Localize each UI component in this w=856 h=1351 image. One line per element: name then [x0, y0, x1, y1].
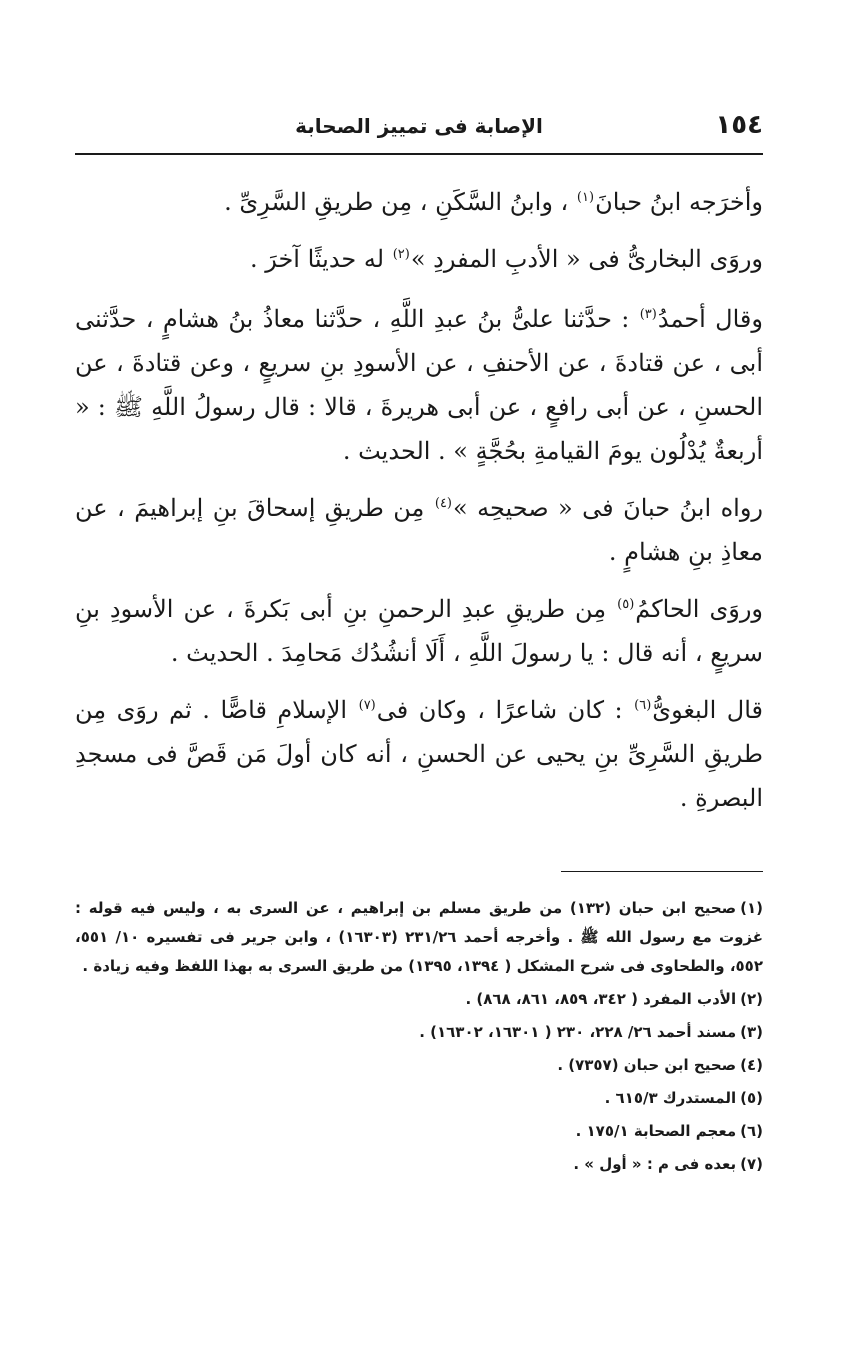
footnote-number: (٤)	[740, 1056, 763, 1074]
running-title: الإصابة فى تمييز الصحابة	[295, 114, 543, 138]
text-segment: وروَى الحاكمُ	[635, 595, 763, 623]
footnote-text: الأدب المفرد ( ٣٤٢، ٨٥٩، ٨٦١، ٨٦٨) .	[465, 990, 737, 1008]
footnote-text: معجم الصحابة ١٧٥/١ .	[575, 1122, 737, 1140]
paragraph	[75, 486, 763, 574]
footnote-marker: (١)	[576, 190, 595, 205]
footnotes	[75, 894, 763, 1183]
footnote	[75, 1150, 763, 1179]
text-segment: رواه ابنُ حبانَ فى « صحيحِه »	[453, 494, 763, 522]
paragraph	[75, 688, 763, 820]
footnote-marker: (٣)	[639, 307, 657, 322]
header-rule	[75, 153, 763, 155]
footnote-number: (١)	[740, 899, 763, 917]
footnote-text: المستدرك ٦١٥/٣ .	[604, 1089, 737, 1107]
paragraph	[75, 180, 763, 224]
footnote-number: (٢)	[740, 990, 763, 1008]
text-segment: وأخرَجه ابنُ حبانَ	[595, 188, 763, 216]
paragraph	[75, 587, 763, 675]
footnote-number: (٣)	[740, 1023, 763, 1041]
footnote-number: (٥)	[740, 1089, 763, 1107]
text-segment: وروَى البخارىُّ فى « الأدبِ المفردِ »	[410, 245, 763, 273]
text-segment: ، وابنُ السَّكَنِ ، مِن طريقِ السَّرِىِّ .	[224, 188, 576, 216]
text-segment: : حدَّثنا علىُّ بنُ عبدِ اللَّهِ ، حدَّثنا معاذُ بنُ هشامٍ ، حدَّثنى أبى ، عن قتادةَ ، عن الأحنفِ ، عن الأسودِ بنِ سريعٍ ، وعن قتادةَ ، عن الحسنِ ، عن أبى رافعٍ ، عن أبى هريرةَ ، قالا : قال رسولُ اللَّهِ ﷺ : « أربعةٌ يُدْلُون يومَ القيامةِ بحُجَّةٍ » . الحديث .	[75, 305, 763, 465]
footnote-text: صحيح ابن حبان (٧٣٥٧) .	[557, 1056, 737, 1074]
footnote-marker: (٤)	[434, 496, 452, 511]
page-number: ١٥٤	[715, 110, 763, 140]
page-header	[75, 108, 763, 148]
paragraph	[75, 237, 763, 281]
footnote-number: (٧)	[740, 1155, 763, 1173]
text-segment: مِن طريقِ عبدِ الرحمنِ بنِ أبى بَكرةَ ، عن الأسودِ بنِ سريعٍ ، أنه قال : يا رسولَ اللَّهِ ، أَلَا أنشُدُك مَحامِدَ . الحديث .	[75, 595, 763, 667]
footnote	[75, 1051, 763, 1080]
footnote	[75, 1117, 763, 1146]
footnote	[75, 894, 763, 981]
main-text	[75, 180, 763, 833]
footnote-text: مسند أحمد ٢٦/ ٢٢٨، ٢٣٠ ( ١٦٣٠١، ١٦٣٠٢) .	[419, 1023, 737, 1041]
footnote-text: بعده فى م : « أول » .	[573, 1155, 737, 1173]
footnote	[75, 985, 763, 1014]
text-segment: الإسلامِ قاصًّا . ثم روَى مِن طريقِ السَّرِىِّ بنِ يحيى عن الحسنِ ، أنه كان أولَ مَن قَصَّ فى مسجدِ البصرةِ .	[75, 696, 763, 812]
text-segment: له حديثًا آخرَ .	[249, 245, 392, 273]
text-segment: : كان شاعرًا ، وكان فى	[376, 696, 634, 724]
footnote	[75, 1084, 763, 1113]
footnote-marker: (٥)	[617, 597, 635, 612]
footnote-marker: (٦)	[634, 698, 652, 713]
paragraph	[75, 297, 763, 473]
footnote	[75, 1018, 763, 1047]
footnote-separator	[561, 871, 763, 872]
footnote-marker: (٧)	[358, 698, 376, 713]
footnote-number: (٦)	[740, 1122, 763, 1140]
text-segment: وقال أحمدُ	[657, 305, 763, 333]
footnote-text: صحيح ابن حبان (١٣٢) من طريق مسلم بن إبراهيم ، عن السرى به ، وليس فيه قوله : غزوت مع رسول الله ﷺ . وأخرجه أحمد ٢٣١/٢٦ (١٦٣٠٣) ، وابن جرير فى تفسيره ١٠/ ٥٥١، ٥٥٢، والطحاوى فى شرح المشكل ( ١٣٩٤، ١٣٩٥) من طريق السرى به بهذا اللفظ وفيه زيادة .	[75, 899, 763, 975]
text-segment: قال البغوىُّ	[652, 696, 764, 724]
footnote-marker: (٢)	[392, 247, 410, 262]
text-segment: مِن طريقِ إسحاقَ بنِ إبراهيمَ ، عن معاذِ بنِ هشامٍ .	[75, 494, 763, 566]
